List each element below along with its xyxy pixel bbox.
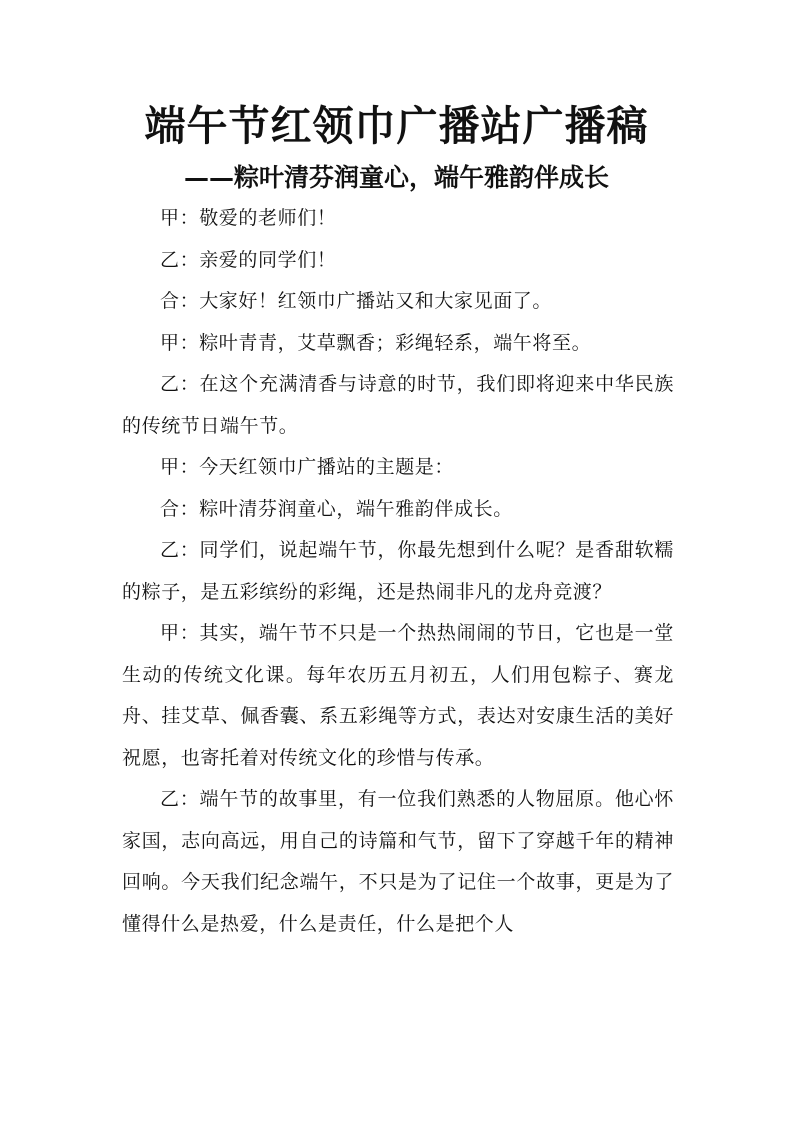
document-title: 端午节红领巾广播站广播稿: [144, 102, 649, 150]
paragraph: 乙：亲爱的同学们！: [160, 248, 337, 271]
document-subtitle: ——粽叶清芬润童心，端午雅韵伴成长: [183, 163, 609, 192]
paragraph: 乙：在这个充满清香与诗意的时节，我们即将迎来中华民族的传统节日端午节。: [122, 373, 674, 437]
paragraph: 合：大家好！红领巾广播站又和大家见面了。: [160, 290, 553, 312]
document-body: [122, 198, 674, 945]
paragraph: 甲：敬爱的老师们！: [160, 207, 337, 229]
paragraph: 乙：端午节的故事里，有一位我们熟悉的人物屈原。他心怀家国，志向高远，用自己的诗篇和气节，留下了穿越千年的精神回响。今天我们纪念端午，不只是为了记住一个故事，更是为了懂得什么是热爱，什么是责任，什么是把个人: [122, 788, 674, 935]
paragraph: 甲：今天红领巾广播站的主题是：: [160, 456, 455, 478]
paragraph: 乙：同学们，说起端午节，你最先想到什么呢？是香甜软糯的粽子，是五彩缤纷的彩绳，还是热闹非凡的龙舟竞渡？: [122, 539, 674, 603]
paragraph: 甲：其实，端午节不只是一个热热闹闹的节日，它也是一堂生动的传统文化课。每年农历五月初五，人们用包粽子、赛龙舟、挂艾草、佩香囊、系五彩绳等方式，表达对安康生活的美好祝愿，也寄托着对传统文化的珍惜与传承。: [122, 622, 674, 769]
paragraph: 甲：粽叶青青，艾草飘香；彩绳轻系，端午将至。: [160, 331, 592, 354]
paragraph: 合：粽叶清芬润童心，端午雅韵伴成长。: [160, 497, 513, 520]
